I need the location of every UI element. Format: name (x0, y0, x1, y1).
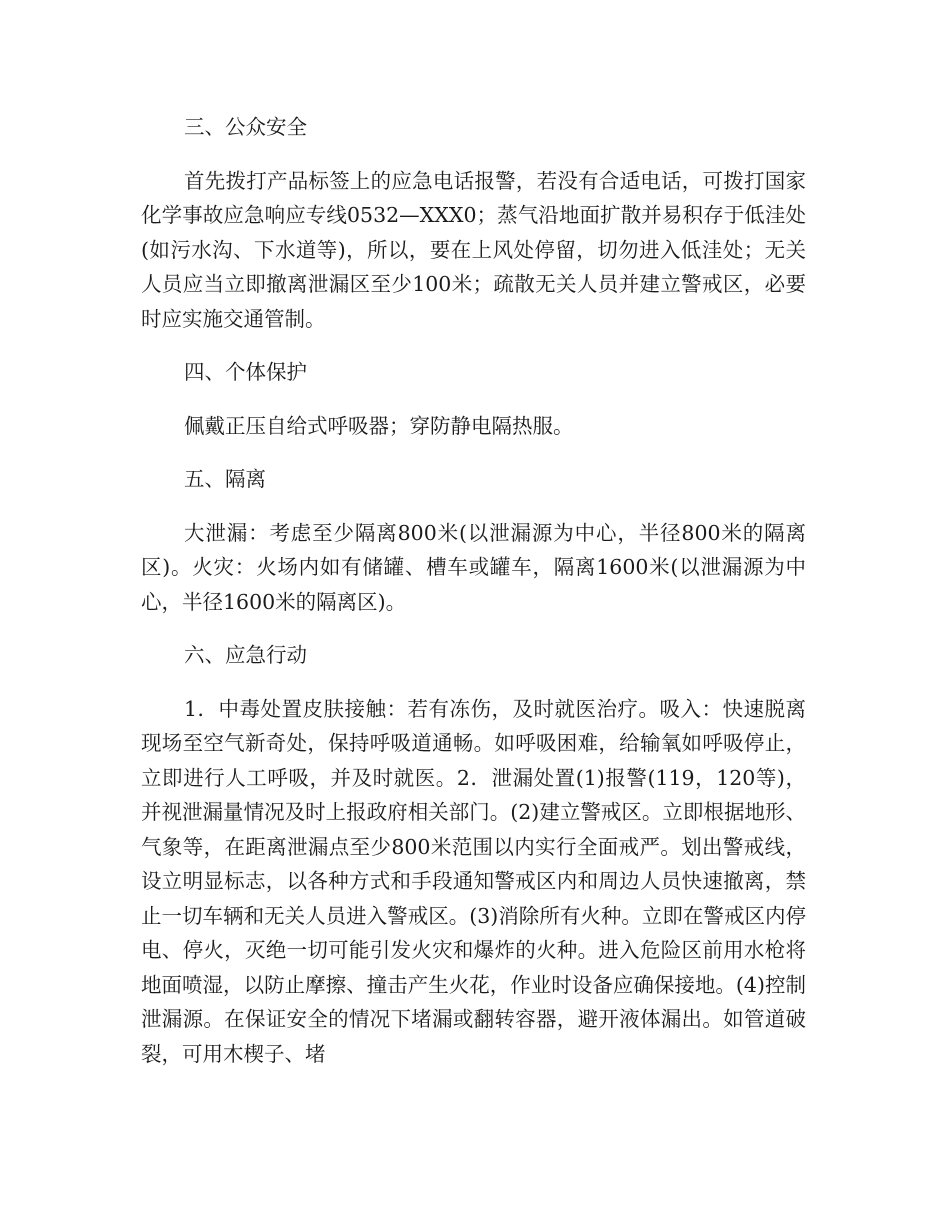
document-body (141, 110, 806, 1090)
section-heading-public-safety: 三、公众安全 (184, 115, 307, 139)
section-body-public-safety: 首先拨打产品标签上的应急电话报警，若没有合适电话，可拨打国家化学事故应急响应专线0532—XXX0；蒸气沿地面扩散并易积存于低洼处(如污水沟、下水道等)，所以，要在上风处停留，切勿进入低洼处；无关人员应当立即撤离泄漏区至少100米；疏散无关人员并建立警戒区，必要时应实施交通管制。 (141, 168, 806, 331)
section-heading-personal-protection: 四、个体保护 (184, 360, 307, 384)
section-body-isolation: 大泄漏：考虑至少隔离800米(以泄漏源为中心，半径800米的隔离区)。火灾：火场内如有储罐、槽车或罐车，隔离1600米(以泄漏源为中心，半径1600米的隔离区)。 (141, 520, 806, 614)
section-heading-isolation: 五、隔离 (184, 467, 266, 491)
section-body-emergency-action: 1．中毒处置皮肤接触：若有冻伤，及时就医治疗。吸入：快速脱离现场至空气新奇处，保持呼吸道通畅。如呼吸困难，给输氧如呼吸停止，立即进行人工呼吸，并及时就医。2．泄漏处置(1)报警(119，120等)，并视泄漏量情况及时上报政府相关部门。(2)建立警戒区。立即根据地形、气象等，在距离泄漏点至少800米范围以内实行全面戒严。划出警戒线，设立明显标志，以各种方式和手段通知警戒区内和周边人员快速撤离，禁止一切车辆和无关人员进入警戒区。(3)消除所有火种。立即在警戒区内停电、停火，灭绝一切可能引发火灾和爆炸的火种。进入危险区前用水枪将地面喷湿，以防止摩擦、撞击产生火花，作业时设备应确保接地。(4)控制泄漏源。在保证安全的情况下堵漏或翻转容器，避开液体漏出。如管道破裂，可用木楔子、堵 (141, 696, 806, 1066)
section-body-personal-protection: 佩戴正压自给式呼吸器；穿防静电隔热服。 (184, 413, 574, 438)
section-heading-emergency-action: 六、应急行动 (184, 643, 307, 667)
